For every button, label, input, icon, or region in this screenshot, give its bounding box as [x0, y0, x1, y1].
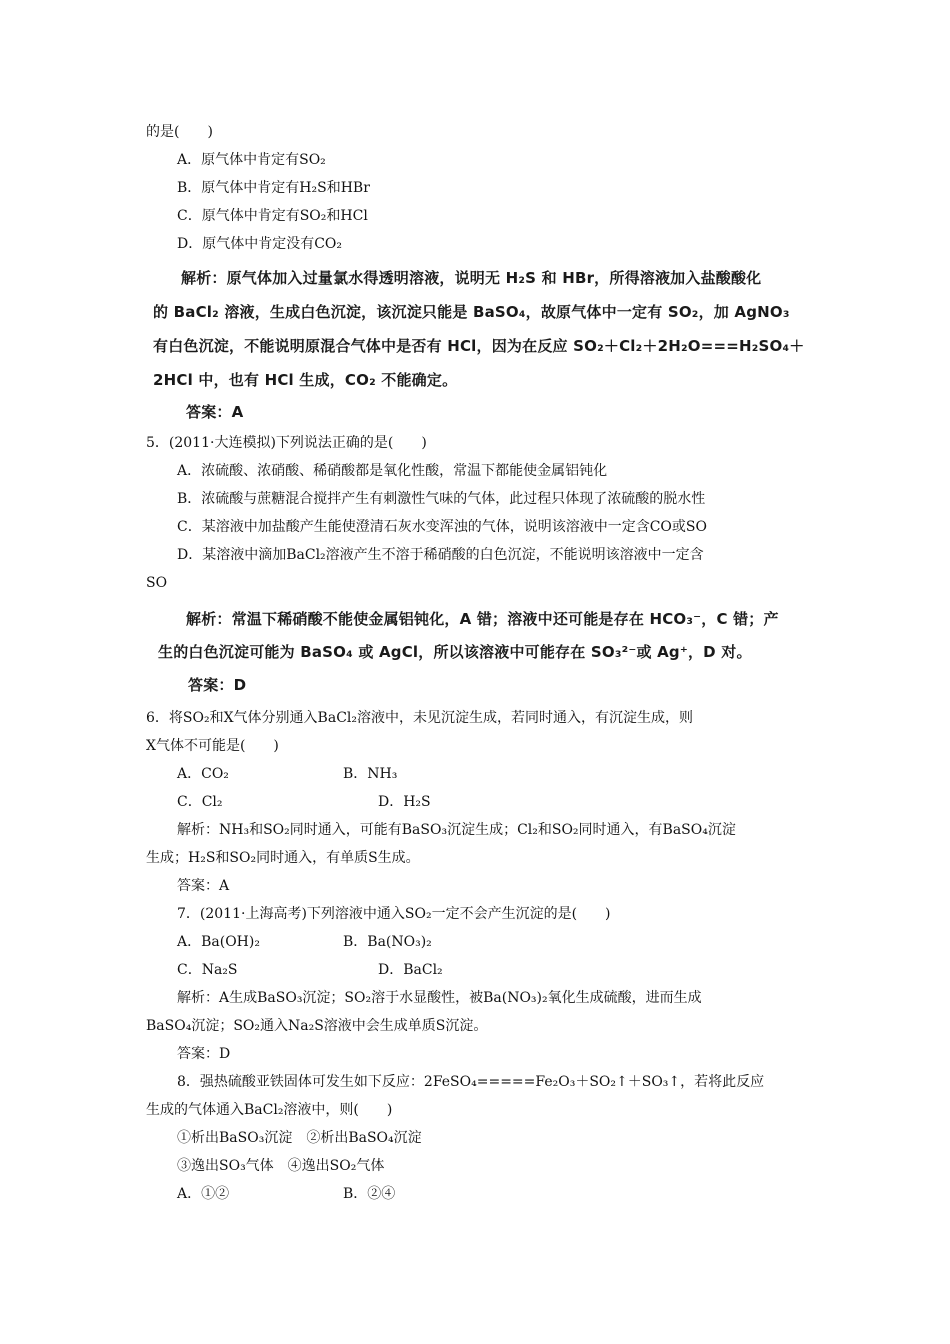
q7-option-c: C．Na₂S — [177, 962, 238, 978]
q8-option-b: B．②④ — [343, 1186, 396, 1202]
q5-stem: 5．(2011·大连模拟)下列说法正确的是( ) — [146, 435, 427, 451]
q8-choices-line-1: ①析出BaSO₃沉淀 ②析出BaSO₄沉淀 — [177, 1130, 422, 1146]
q5-option-d-line-1: D．某溶液中滴加BaCl₂溶液产生不溶于稀硝酸的白色沉淀，不能说明该溶液中一定含 — [177, 547, 704, 563]
q4-analysis-line-2: 的 BaCl₂ 溶液，生成白色沉淀，该沉淀只能是 BaSO₄，故原气体中一定有 SO₂，加 AgNO₃ — [153, 303, 790, 321]
q8-stem-line-2: 生成的气体通入BaCl₂溶液中，则( ) — [146, 1102, 393, 1118]
q4-answer: 答案：A — [186, 403, 244, 421]
q6-analysis-line-2: 生成；H₂S和SO₂同时通入，有单质S生成。 — [146, 850, 420, 866]
q6-option-d: D．H₂S — [378, 794, 431, 810]
q4-option-d: D．原气体中肯定没有CO₂ — [177, 236, 343, 252]
q7-option-d: D．BaCl₂ — [378, 962, 443, 978]
q4-option-b: B．原气体中肯定有H₂S和HBr — [177, 180, 370, 196]
q5-analysis-line-1: 解析：常温下稀硝酸不能使金属铝钝化，A 错；溶液中还可能是存在 HCO₃⁻，C 错；产 — [186, 610, 779, 628]
q4-option-a: A．原气体中肯定有SO₂ — [177, 152, 326, 168]
q4-analysis-line-1: 解析：原气体加入过量氯水得透明溶液，说明无 H₂S 和 HBr，所得溶液加入盐酸酸化 — [181, 269, 762, 287]
q4-option-c: C．原气体中肯定有SO₂和HCl — [177, 208, 368, 224]
q5-option-b: B．浓硫酸与蔗糖混合搅拌产生有刺激性气味的气体，此过程只体现了浓硫酸的脱水性 — [177, 491, 706, 507]
q6-option-c: C．Cl₂ — [177, 794, 223, 810]
q7-stem: 7．(2011·上海高考)下列溶液中通入SO₂一定不会产生沉淀的是( ) — [177, 906, 611, 922]
q5-option-c: C．某溶液中加盐酸产生能使澄清石灰水变浑浊的气体，说明该溶液中一定含CO或SO — [177, 519, 707, 535]
q6-option-b: B．NH₃ — [343, 766, 398, 782]
q6-answer: 答案：A — [177, 878, 230, 894]
q7-option-a: A．Ba(OH)₂ — [177, 934, 260, 950]
q6-stem-line-2: X气体不可能是( ) — [146, 738, 279, 754]
q5-option-a: A．浓硫酸、浓硝酸、稀硝酸都是氧化性酸，常温下都能使金属铝钝化 — [177, 463, 608, 479]
q6-stem-line-1: 6．将SO₂和X气体分别通入BaCl₂溶液中，未见沉淀生成，若同时通入，有沉淀生成，则 — [146, 710, 693, 726]
q8-stem-line-1: 8．强热硫酸亚铁固体可发生如下反应：2FeSO₄=====Fe₂O₃＋SO₂↑＋SO₃↑，若将此反应 — [177, 1074, 765, 1090]
q7-analysis-line-2: BaSO₄沉淀；SO₂通入Na₂S溶液中会生成单质S沉淀。 — [146, 1018, 488, 1034]
q4-stem-end: 的是( ) — [146, 124, 213, 140]
q7-option-b: B．Ba(NO₃)₂ — [343, 934, 432, 950]
q6-analysis-line-1: 解析：NH₃和SO₂同时通入，可能有BaSO₃沉淀生成；Cl₂和SO₂同时通入，有BaSO₄沉淀 — [177, 822, 736, 838]
q4-analysis-line-4: 2HCl 中，也有 HCl 生成，CO₂ 不能确定。 — [153, 371, 458, 389]
q5-analysis-line-2: 生的白色沉淀可能为 BaSO₄ 或 AgCl，所以该溶液中可能存在 SO₃²⁻或 Ag⁺，D 对。 — [158, 643, 752, 661]
q4-analysis-line-3: 有白色沉淀，不能说明原混合气体中是否有 HCl，因为在反应 SO₂＋Cl₂＋2H₂O===H₂SO₄＋ — [153, 337, 805, 355]
q8-option-a: A．①② — [177, 1186, 230, 1202]
q7-analysis-line-1: 解析：A生成BaSO₃沉淀；SO₂溶于水显酸性，被Ba(NO₃)₂氧化生成硫酸，进而生成 — [177, 990, 702, 1006]
q5-answer: 答案：D — [188, 676, 247, 694]
q8-choices-line-2: ③逸出SO₃气体 ④逸出SO₂气体 — [177, 1158, 385, 1174]
q6-option-a: A．CO₂ — [177, 766, 229, 782]
q5-option-d-line-2: SO — [146, 575, 168, 591]
q7-answer: 答案：D — [177, 1046, 231, 1062]
